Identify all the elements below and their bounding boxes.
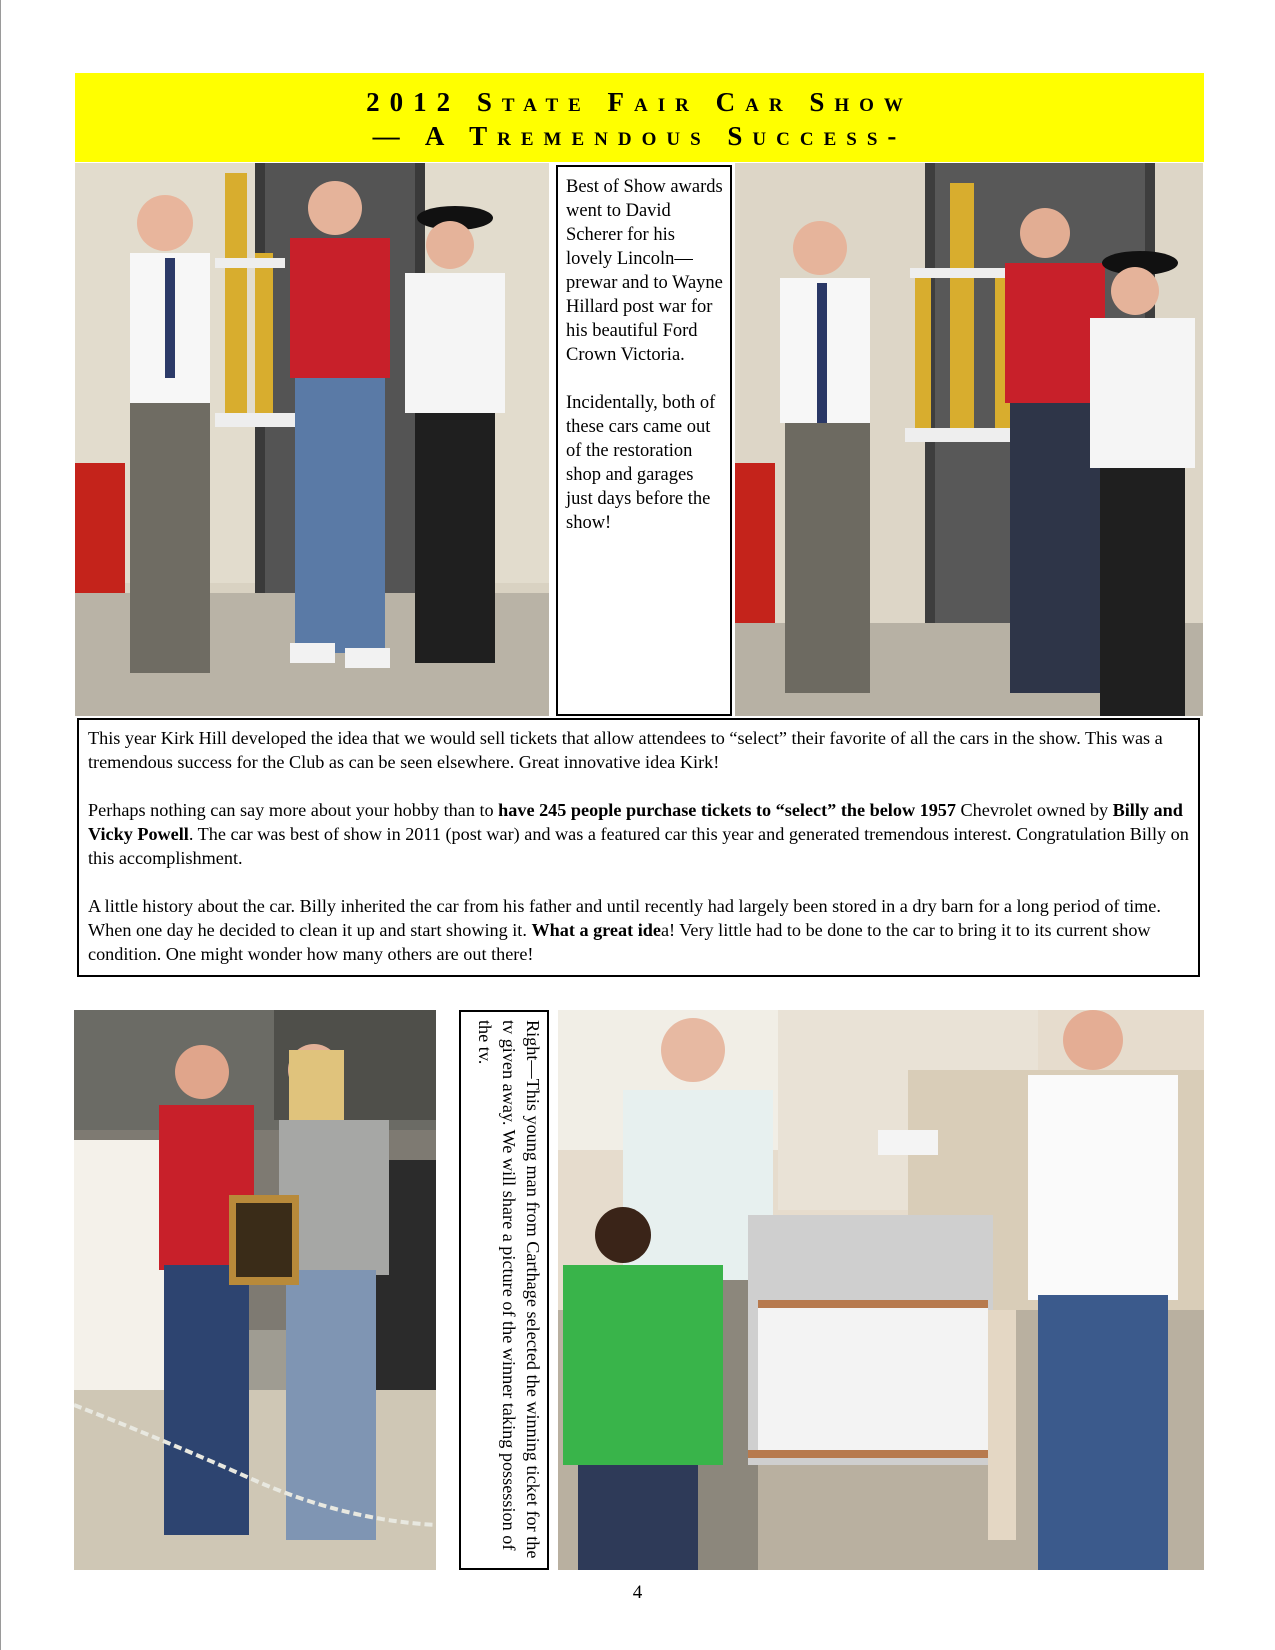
story-paragraph-2 [88,798,1189,870]
page-edge [0,0,1,1650]
photo-trophy-presentation-1 [75,163,549,716]
drawing-caption-box [459,1010,549,1570]
story-text-box [77,718,1200,977]
photo-plaque-presentation [74,1010,436,1570]
story-paragraph-3-part-c: a! Very little had to be done to the car to bring it to its current show condition. One might wonder how many others are out there! [88,920,1151,964]
photo-trophy-presentation-2 [735,163,1203,716]
photo-ticket-drawing [558,1010,1204,1570]
story-paragraph-1: This year Kirk Hill developed the idea that we would sell tickets that allow attendees to “select” their favorite of all the cars in the show. This was a tremendous success for the Club as can be seen elsewhere. Great innovative idea Kirk! [88,728,1163,772]
story-paragraph-2-bold-owners: Billy and Vicky Powell [88,800,1183,844]
story-paragraph-2-bold-tickets: have 245 people purchase tickets to “select” the below 1957 [498,800,956,820]
best-of-show-paragraph-1: Best of Show awards went to David Scherer for his lovely Lincoln—prewar and to Wayne Hillard post war for his beautiful Ford Crown Victoria. [566,177,723,365]
title-line-1: 2012 State Fair Car Show [366,87,913,117]
story-paragraph-2-part-e: . The car was best of show in 2011 (post war) and was a featured car this year and generated tremendous interest. Congratulation Billy on this accomplishment. [88,824,1189,868]
story-paragraph-2-part-c: Chevrolet owned by [956,800,1113,820]
title-banner [75,73,1204,162]
title-line-2: — A Tremendous Success- [372,121,907,151]
story-paragraph-3-bold-great-idea: What a great ide [531,920,661,940]
story-paragraph-3 [88,894,1189,966]
story-paragraph-2-part-a: Perhaps nothing can say more about your hobby than to [88,800,499,820]
best-of-show-text-box [556,165,732,716]
story-paragraph-3-part-a: A little history about the car. Billy inherited the car from his father and until recently had largely been stored in a dry barn for a long period of time. When one day he decided to clean it up and start showing it. [88,896,1161,940]
best-of-show-paragraph-2: Incidentally, both of these cars came out of the restoration shop and garages just days before the show! [566,393,716,533]
drawing-caption-text: Right—This young man from Carthage selected the winning ticket for the tv given away. We will share a picture of the winner taking possession of the tv. [475,1020,543,1559]
page-number: 4 [632,1582,643,1603]
